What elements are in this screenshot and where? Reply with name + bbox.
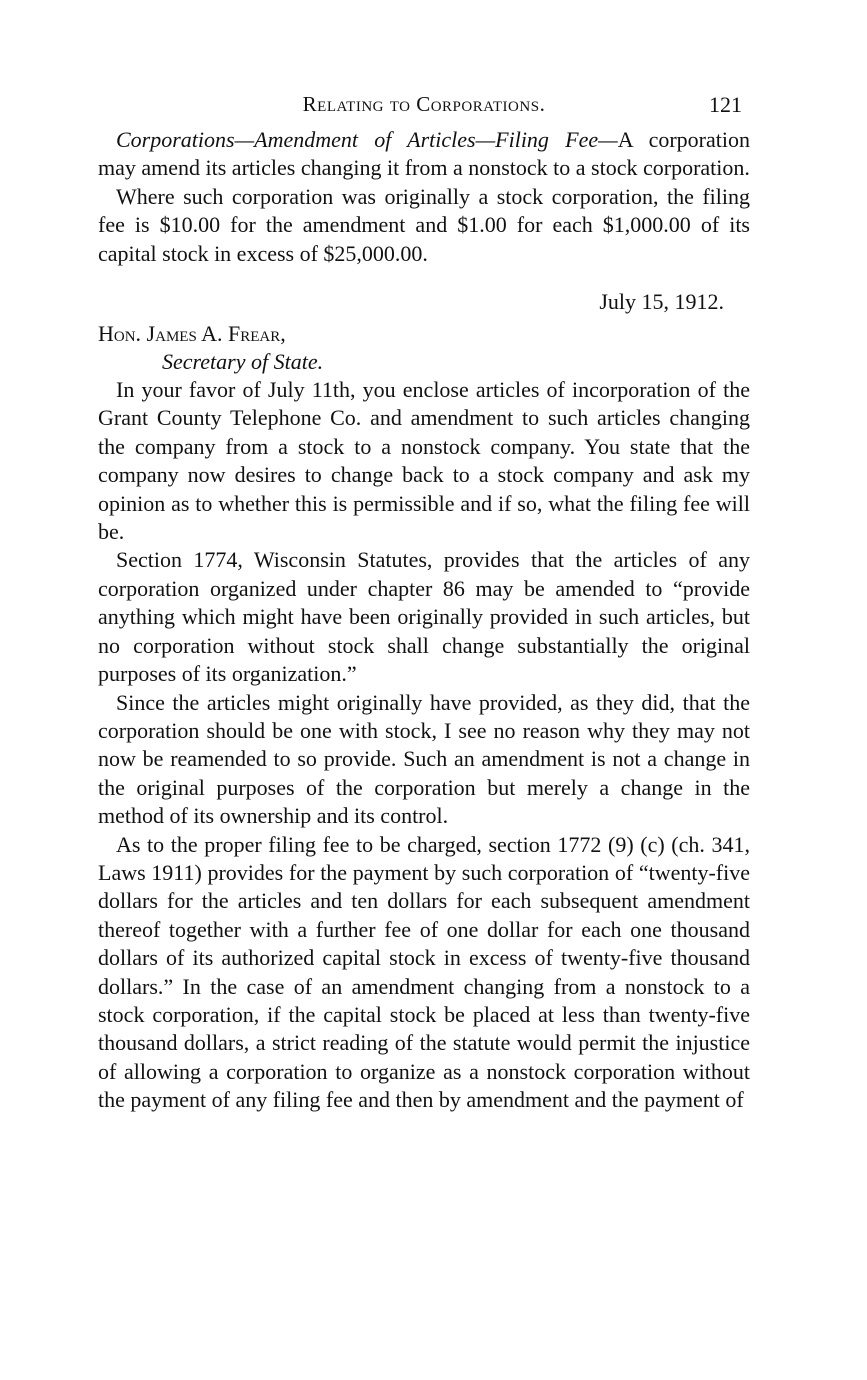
addressee-name: Hon. James A. Frear, (98, 321, 286, 347)
page-number: 121 (709, 92, 742, 117)
addressee-office: Secretary of State. (162, 349, 324, 375)
headnote-title: Corporations—Amendment of Articles—Filing Fee— (116, 127, 618, 152)
letter-date: July 15, 1912. (599, 289, 724, 315)
document-page (98, 92, 750, 1115)
headnote-paragraph (98, 126, 750, 183)
headnote-text: A corporation may amend its articles changing it from a nonstock to a stock corporation. (98, 127, 750, 181)
page-header (98, 92, 750, 126)
headnote-paragraph-2: Where such corporation was originally a stock corporation, the filing fee is $10.00 for the amendment and $1.00 for each $1,000.00 of its capital stock in excess of $25,000.00. (98, 183, 750, 266)
addressee (98, 320, 750, 376)
body-paragraph: Since the articles might originally have provided, as they did, that the corporation should be one with stock, I see no reason why they may not now be reamended to so provide. Such an amendment is not a change in the original purposes of the corporation but merely a change in the method of its ownership and its control. (98, 689, 750, 829)
body-paragraph: In your favor of July 11th, you enclose articles of incorporation of the Grant County Telephone Co. and amendment to such articles changing the company from a stock to a nonstock company. You state that the company now desires to change back to a stock company and ask my opinion as to whether this is permissible and if so, what the filing fee will be. (98, 377, 750, 545)
body-paragraph: Section 1774, Wisconsin Statutes, provides that the articles of any corporation organized under chapter 86 may be amended to “provide anything which might have been originally provided in such articles, but no corporation without stock shall change substantially the original purposes of its organization.” (98, 547, 750, 687)
body-paragraph: As to the proper filing fee to be charged, section 1772 (9) (c) (ch. 341, Laws 1911) provides for the payment by such corporation of “twenty-five dollars for the articles and ten dollars for each subsequent amendment thereof together with a further fee of one dollar for each one thousand dollars of its authorized capital stock in excess of twenty-five thousand dollars.” In the case of an amendment changing from a nonstock to a stock corporation, if the capital stock be placed at less than twenty-five thousand dollars, a strict reading of the statute would permit the injustice of allowing a corporation to organize as a nonstock corporation without the payment of any filing fee and then by amendment and the payment of (98, 831, 750, 1113)
running-title: Relating to Corporations. (302, 92, 546, 116)
